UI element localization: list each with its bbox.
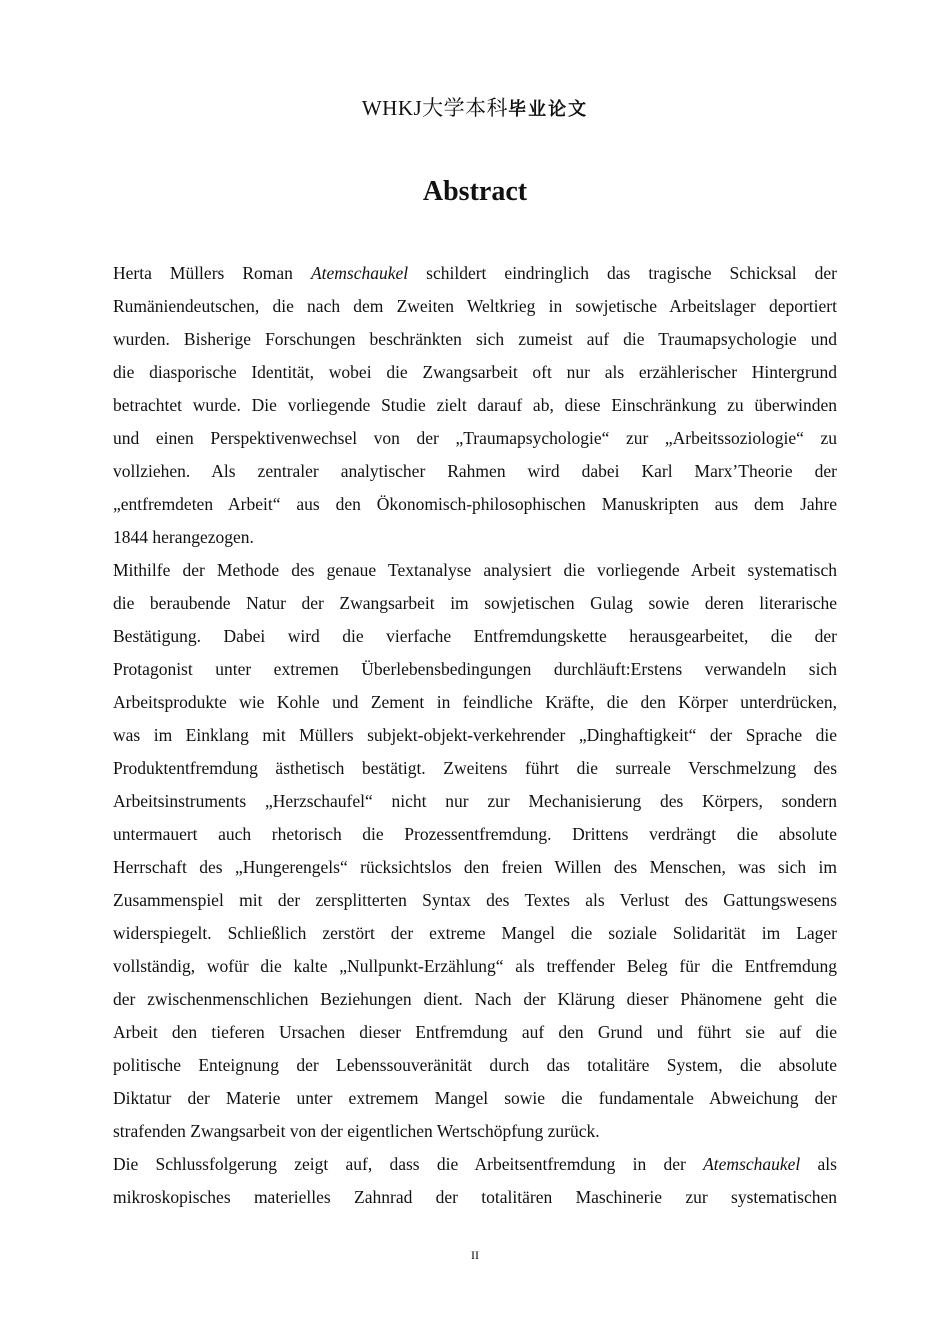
text-line: vollziehen. Als zentraler analytischer Rahmen wird dabei Karl Marx’Theorie der — [113, 461, 837, 481]
text-line: Arbeit den tieferen Ursachen dieser Entfremdung auf den Grund und führt sie auf die — [113, 1022, 837, 1042]
text-line: mikroskopisches materielles Zahnrad der totalitären Maschinerie zur systematischen — [113, 1187, 837, 1207]
text-line: untermauert auch rhetorisch die Prozessentfremdung. Drittens verdrängt die absolute — [113, 824, 837, 844]
page-number: II — [471, 1248, 479, 1262]
text-line: Mithilfe der Methode des genaue Textanalyse analysiert die vorliegende Arbeit systematisch — [113, 560, 837, 580]
text-line: 1844 herangezogen. — [113, 527, 254, 547]
abstract-title: Abstract — [422, 176, 528, 207]
text-line: strafenden Zwangsarbeit von der eigentlichen Wertschöpfung zurück. — [113, 1121, 600, 1141]
text-line: politische Enteignung der Lebenssouveränität durch das totalitäre System, die absolute — [113, 1055, 837, 1075]
thesis-header — [0, 92, 950, 122]
text-line: Arbeitsinstruments „Herzschaufel“ nicht nur zur Mechanisierung des Körpers, sondern — [113, 791, 837, 811]
text-line: und einen Perspektivenwechsel von der „Traumapsychologie“ zur „Arbeitssoziologie“ zu — [113, 428, 837, 448]
text-line: der zwischenmenschlichen Beziehungen dient. Nach der Klärung dieser Phänomene geht die — [113, 989, 837, 1009]
italic-title: Atemschaukel — [310, 263, 409, 283]
text-line: betrachtet wurde. Die vorliegende Studie zielt darauf ab, diese Einschränkung zu überwinden — [113, 395, 837, 415]
text-line: Protagonist unter extremen Überlebensbedingungen durchläuft:Erstens verwandeln sich — [113, 659, 837, 679]
text-line: Bestätigung. Dabei wird die vierfache Entfremdungskette herausgearbeitet, die der — [113, 626, 837, 646]
text-line: die beraubende Natur der Zwangsarbeit im sowjetischen Gulag sowie deren literarische — [113, 593, 837, 613]
text-line: Herta Müllers Roman Atemschaukel schildert eindringlich das tragische Schicksal der — [113, 263, 837, 283]
abstract-paragraph — [113, 554, 837, 1148]
text-line: vollständig, wofür die kalte „Nullpunkt-Erzählung“ als treffender Beleg für die Entfremdung — [113, 956, 837, 976]
text-line: Rumäniendeutschen, die nach dem Zweiten Weltkrieg in sowjetische Arbeitslager deportiert — [113, 296, 837, 316]
text-line: Diktatur der Materie unter extremem Mangel sowie die fundamentale Abweichung der — [113, 1088, 837, 1108]
header-university: WHKJ大学本科 — [361, 96, 509, 120]
text-line: „entfremdeten Arbeit“ aus den Ökonomisch-philosophischen Manuskripten aus dem Jahre — [113, 494, 837, 514]
abstract-body — [113, 257, 837, 1214]
italic-title: Atemschaukel — [703, 1154, 801, 1174]
abstract-paragraph — [113, 257, 837, 554]
text-line: Herrschaft des „Hungerengels“ rücksichtslos den freien Willen des Menschen, was sich im — [113, 857, 837, 877]
text-line: Produktentfremdung ästhetisch bestätigt. Zweitens führt die surreale Verschmelzung des — [113, 758, 837, 778]
text-line: wurden. Bisherige Forschungen beschränkten sich zumeist auf die Traumapsychologie und — [113, 329, 837, 349]
text-line: was im Einklang mit Müllers subjekt-objekt-verkehrender „Dinghaftigkeit“ der Sprache die — [113, 725, 837, 745]
text-line: widerspiegelt. Schließlich zerstört der extreme Mangel die soziale Solidarität im Lager — [113, 923, 837, 943]
text-line: Arbeitsprodukte wie Kohle und Zement in feindliche Kräfte, die den Körper unterdrücken, — [113, 692, 837, 712]
header-thesis-label: 毕业论文 — [508, 99, 589, 119]
text-line: die diasporische Identität, wobei die Zwangsarbeit oft nur als erzählerischer Hintergrund — [113, 362, 837, 382]
text-line: Zusammenspiel mit der zersplitterten Syntax des Textes als Verlust des Gattungswesens — [113, 890, 837, 910]
abstract-paragraph — [113, 1148, 837, 1214]
text-line: Die Schlussfolgerung zeigt auf, dass die Arbeitsentfremdung in der Atemschaukel als — [113, 1154, 837, 1174]
